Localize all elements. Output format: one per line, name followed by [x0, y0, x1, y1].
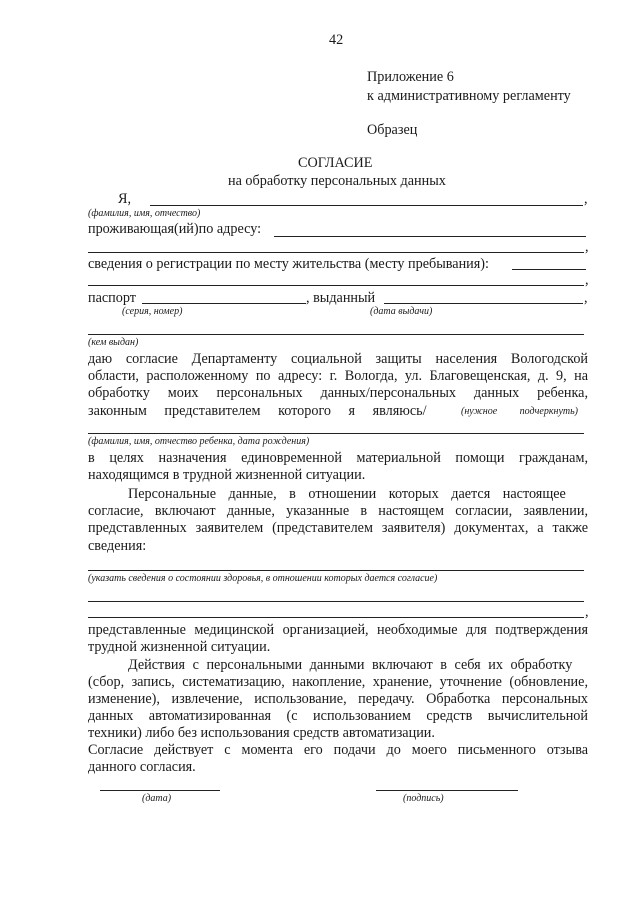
consent-line-2: области, расположенному по адресу: г. Вологда, ул. Благовещенская, д. 9, на	[88, 368, 588, 384]
comma: ,	[585, 239, 589, 255]
i-label: Я,	[118, 191, 132, 207]
consent-line-5: в целях назначения единовременной материальной помощи гражданам,	[88, 450, 588, 466]
address-line[interactable]	[274, 236, 586, 237]
personal-line-4: сведения:	[88, 538, 147, 554]
personal-line-1: Персональные данные, в отношении которых дается настоящее	[128, 486, 566, 502]
date-hint: (дата)	[142, 793, 172, 804]
personal-line-3: представленных заявителем (представителем заявителя) документах, а также	[88, 520, 588, 536]
registration-line[interactable]	[512, 269, 586, 270]
comma: ,	[584, 191, 588, 207]
fio-hint: (фамилия, имя, отчество)	[88, 208, 201, 219]
actions-line-3: изменение), извлечение, использование, передачу. Обработка персональных	[88, 691, 588, 707]
health-hint: (указать сведения о состоянии здоровья, в отношении которых дается согласие)	[88, 573, 438, 584]
address-label: проживающая(ий)по адресу:	[88, 221, 262, 237]
actions-line-2: (сбор, запись, систематизацию, накопление, хранение, уточнение (обновление,	[88, 674, 588, 690]
child-hint: (фамилия, имя, отчество ребенка, дата рождения)	[88, 436, 310, 447]
date-line[interactable]	[100, 790, 220, 791]
consent-line-1: даю согласие Департаменту социальной защиты населения Вологодской	[88, 351, 588, 367]
passport-label: паспорт	[88, 290, 136, 306]
registration-label: сведения о регистрации по месту жительства (месту пребывания):	[88, 256, 489, 272]
child-line[interactable]	[88, 433, 584, 434]
page-number: 42	[329, 32, 344, 48]
medical-line-2: трудной жизненной ситуации.	[88, 639, 271, 655]
address-line-2[interactable]	[88, 252, 584, 253]
health-line[interactable]	[88, 570, 584, 571]
issued-label: , выданный	[306, 290, 376, 306]
consent-line-3: обработку моих персональных данных/персональных данных ребенка,	[88, 385, 588, 401]
document-title: СОГЛАСИЕ	[298, 155, 373, 171]
registration-line-2[interactable]	[88, 285, 584, 286]
actions-line-4: данных автоматизированная (с использованием средств вычислительной	[88, 708, 588, 724]
personal-line-2: согласие, включают данные, указанные в настоящем согласии, заявлении,	[88, 503, 588, 519]
appendix-title: Приложение 6	[367, 69, 454, 85]
medical-line-1: представленные медицинской организацией, необходимые для подтверждения	[88, 622, 588, 638]
validity-line-2: данного согласия.	[88, 759, 196, 775]
appendix-subtitle: к административному регламенту	[367, 88, 571, 104]
document-subtitle: на обработку персональных данных	[228, 173, 446, 189]
passport-number-line[interactable]	[142, 303, 306, 304]
issued-by-hint: (кем выдан)	[88, 337, 139, 348]
health-line-3[interactable]	[88, 617, 584, 618]
series-hint: (серия, номер)	[122, 306, 183, 317]
issued-by-line[interactable]	[88, 334, 584, 335]
issue-date-line[interactable]	[384, 303, 583, 304]
validity-line-1: Согласие действует с момента его подачи до моего письменного отзыва	[88, 742, 588, 758]
consent-line-6: находящимся в трудной жизненной ситуации.	[88, 467, 366, 483]
comma: ,	[584, 290, 588, 306]
issue-date-hint: (дата выдачи)	[370, 306, 433, 317]
health-line-2[interactable]	[88, 601, 584, 602]
comma: ,	[585, 604, 589, 620]
signature-line[interactable]	[376, 790, 518, 791]
fio-line[interactable]	[150, 205, 583, 206]
sample-label: Образец	[367, 122, 418, 138]
comma: ,	[585, 272, 589, 288]
actions-line-1: Действия с персональными данными включают в себя их обработку	[128, 657, 573, 673]
underline-hint: (нужное подчеркнуть)	[461, 406, 578, 417]
signature-hint: (подпись)	[403, 793, 444, 804]
consent-line-4: законным представителем которого я являюсь/	[88, 403, 427, 419]
actions-line-5: техники) либо без использования средств автоматизации.	[88, 725, 435, 741]
